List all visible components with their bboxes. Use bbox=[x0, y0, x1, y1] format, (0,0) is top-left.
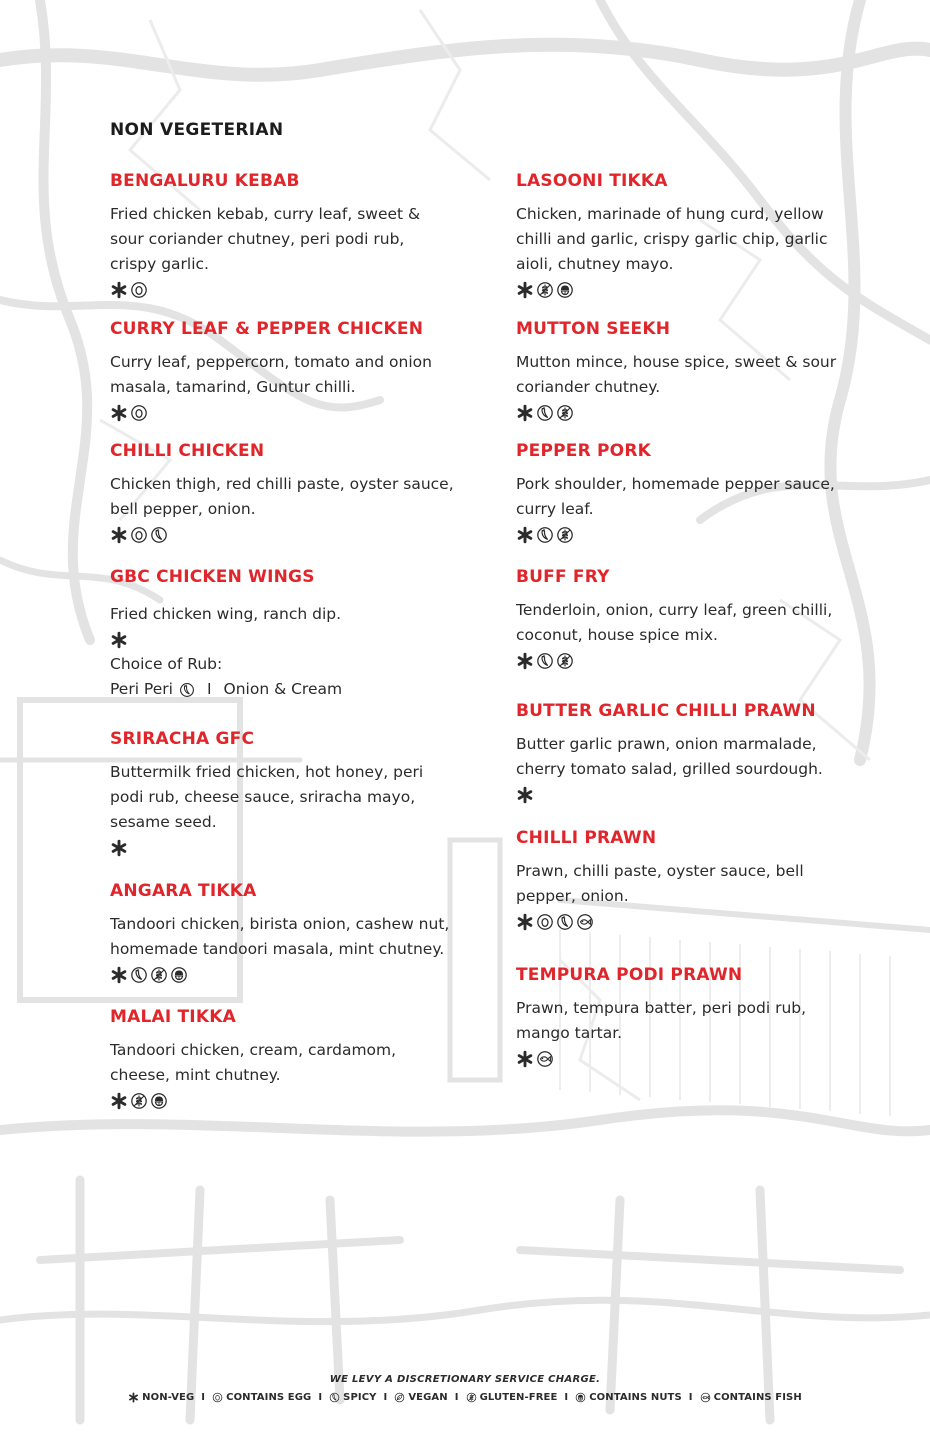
dietary-icons bbox=[110, 401, 462, 425]
description-line: Chicken thigh, red chilli paste, oyster sauce, bbox=[110, 475, 454, 493]
nuts-icon bbox=[170, 966, 188, 984]
description-line: homemade tandoori masala, mint chutney. bbox=[110, 940, 445, 958]
description-line: Pork shoulder, homemade pepper sauce, bbox=[516, 475, 835, 493]
description-line: curry leaf. bbox=[516, 500, 594, 518]
item-name: BUTTER GARLIC CHILLI PRAWN bbox=[516, 701, 816, 721]
item-name: MUTTON SEEKH bbox=[516, 319, 671, 339]
dietary-icons bbox=[110, 1089, 462, 1113]
description-line: Tenderloin, onion, curry leaf, green chilli, bbox=[516, 601, 833, 619]
menu-item-pepper-pork bbox=[516, 440, 856, 547]
egg-icon bbox=[130, 281, 148, 299]
service-charge-note: WE LEVY A DISCRETIONARY SERVICE CHARGE. bbox=[329, 1374, 601, 1385]
spicy-icon bbox=[130, 966, 148, 984]
menu-item-malai-tikka bbox=[110, 1006, 462, 1113]
item-description bbox=[110, 350, 462, 400]
item-description bbox=[516, 859, 856, 909]
menu-item-buff-fry bbox=[516, 566, 856, 673]
item-description bbox=[516, 202, 856, 277]
rub-choice-title: Choice of Rub: bbox=[110, 655, 223, 673]
rub-separator: I bbox=[206, 680, 212, 698]
item-description bbox=[516, 472, 856, 522]
description-line: aioli, chutney mayo. bbox=[516, 255, 674, 273]
gluten-free-icon bbox=[556, 404, 574, 422]
item-name: MALAI TIKKA bbox=[110, 1007, 236, 1027]
spicy-icon bbox=[179, 682, 195, 698]
item-name: CHILLI PRAWN bbox=[516, 828, 657, 848]
legend-item bbox=[394, 1392, 447, 1403]
rub-option-peri-peri: Peri Peri bbox=[110, 680, 173, 698]
dietary-icons bbox=[110, 628, 462, 652]
dietary-icons bbox=[110, 963, 462, 987]
non-veg-icon bbox=[110, 966, 128, 984]
non-veg-icon bbox=[516, 786, 534, 804]
menu-item-chilli-prawn bbox=[516, 827, 856, 934]
description-line: sesame seed. bbox=[110, 813, 217, 831]
description-line: podi rub, cheese sauce, sriracha mayo, bbox=[110, 788, 416, 806]
item-name: LASOONI TIKKA bbox=[516, 171, 668, 191]
spicy-icon bbox=[536, 652, 554, 670]
non-veg-icon bbox=[110, 631, 128, 649]
item-name: PEPPER PORK bbox=[516, 441, 651, 461]
legend-item bbox=[329, 1392, 376, 1403]
rub-options bbox=[110, 677, 462, 702]
description-line: cherry tomato salad, grilled sourdough. bbox=[516, 760, 823, 778]
dietary-icons bbox=[516, 278, 856, 302]
description-line: Tandoori chicken, birista onion, cashew nut, bbox=[110, 915, 450, 933]
non-veg-icon bbox=[516, 281, 534, 299]
item-description bbox=[516, 732, 856, 782]
spicy-icon bbox=[536, 404, 554, 422]
item-description bbox=[516, 598, 856, 648]
nuts-icon bbox=[556, 281, 574, 299]
menu-item-butter-garlic-chilli-prawn bbox=[516, 700, 856, 807]
non-veg-icon bbox=[516, 913, 534, 931]
description-line: coriander chutney. bbox=[516, 378, 661, 396]
nuts-icon bbox=[150, 1092, 168, 1110]
non-veg-icon bbox=[110, 839, 128, 857]
item-description bbox=[516, 996, 856, 1046]
legend-separator: I bbox=[201, 1392, 206, 1403]
egg-icon bbox=[536, 913, 554, 931]
description-line: Prawn, chilli paste, oyster sauce, bell bbox=[516, 862, 804, 880]
description-line: Mutton mince, house spice, sweet & sour bbox=[516, 353, 837, 371]
menu-item-curry-leaf-pepper-chicken bbox=[110, 318, 462, 425]
item-name: CHILLI CHICKEN bbox=[110, 441, 265, 461]
description-line: Buttermilk fried chicken, hot honey, peri bbox=[110, 763, 424, 781]
vegan-icon bbox=[394, 1392, 405, 1403]
non-veg-icon bbox=[110, 1092, 128, 1110]
legend-label: CONTAINS EGG bbox=[226, 1392, 312, 1403]
gluten-free-icon bbox=[536, 281, 554, 299]
description-line: chilli and garlic, crispy garlic chip, garlic bbox=[516, 230, 828, 248]
spicy-icon bbox=[150, 526, 168, 544]
non-veg-icon bbox=[516, 526, 534, 544]
legend-separator: I bbox=[564, 1392, 569, 1403]
nuts-icon bbox=[575, 1392, 586, 1403]
non-veg-icon bbox=[128, 1392, 139, 1403]
legend-item bbox=[128, 1392, 194, 1403]
non-veg-icon bbox=[516, 404, 534, 422]
description-line: Prawn, tempura batter, peri podi rub, bbox=[516, 999, 807, 1017]
menu-item-lasooni-tikka bbox=[516, 170, 856, 302]
gluten-free-icon bbox=[556, 526, 574, 544]
section-title: NON VEGETERIAN bbox=[110, 120, 284, 140]
menu-item-gbc-chicken-wings bbox=[110, 566, 462, 702]
item-description bbox=[516, 350, 856, 400]
dietary-icons bbox=[516, 1047, 856, 1071]
item-name: GBC CHICKEN WINGS bbox=[110, 567, 315, 587]
fish-icon bbox=[700, 1392, 711, 1403]
legend-label: CONTAINS NUTS bbox=[589, 1392, 682, 1403]
legend-label: SPICY bbox=[343, 1392, 377, 1403]
description-line: Butter garlic prawn, onion marmalade, bbox=[516, 735, 817, 753]
non-veg-icon bbox=[516, 652, 534, 670]
gluten-free-icon bbox=[556, 652, 574, 670]
item-description bbox=[110, 472, 462, 522]
dietary-icons bbox=[110, 523, 462, 547]
item-description bbox=[110, 760, 462, 835]
item-description bbox=[110, 602, 462, 627]
description-line: crispy garlic. bbox=[110, 255, 209, 273]
legend-item bbox=[700, 1392, 802, 1403]
gluten-free-icon bbox=[150, 966, 168, 984]
menu-item-sriracha-gfc bbox=[110, 728, 462, 860]
dietary-icons bbox=[516, 523, 856, 547]
dietary-icons bbox=[516, 783, 856, 807]
description-line: Fried chicken kebab, curry leaf, sweet & bbox=[110, 205, 421, 223]
dietary-icons bbox=[516, 649, 856, 673]
non-veg-icon bbox=[110, 404, 128, 422]
item-name: BENGALURU KEBAB bbox=[110, 171, 300, 191]
item-description bbox=[110, 1038, 462, 1088]
legend-label: CONTAINS FISH bbox=[713, 1392, 802, 1403]
legend-separator: I bbox=[688, 1392, 693, 1403]
legend-separator: I bbox=[454, 1392, 459, 1403]
dietary-icons bbox=[110, 836, 462, 860]
dietary-icons bbox=[516, 401, 856, 425]
spicy-icon bbox=[536, 526, 554, 544]
legend-label: NON-VEG bbox=[142, 1392, 195, 1403]
non-veg-icon bbox=[110, 526, 128, 544]
legend-item bbox=[466, 1392, 558, 1403]
spicy-icon bbox=[556, 913, 574, 931]
description-line: Curry leaf, peppercorn, tomato and onion bbox=[110, 353, 432, 371]
rub-option-onion-cream: Onion & Cream bbox=[223, 680, 343, 698]
item-name: CURRY LEAF & PEPPER CHICKEN bbox=[110, 319, 424, 339]
description-line: Fried chicken wing, ranch dip. bbox=[110, 605, 342, 623]
gluten-free-icon bbox=[466, 1392, 477, 1403]
non-veg-icon bbox=[110, 281, 128, 299]
menu-item-angara-tikka bbox=[110, 880, 462, 987]
item-name: TEMPURA PODI PRAWN bbox=[516, 965, 743, 985]
menu-item-bengaluru-kebab bbox=[110, 170, 462, 302]
fish-icon bbox=[576, 913, 594, 931]
item-name: BUFF FRY bbox=[516, 567, 610, 587]
description-line: mango tartar. bbox=[516, 1024, 623, 1042]
menu-item-mutton-seekh bbox=[516, 318, 856, 425]
dietary-icons bbox=[516, 910, 856, 934]
item-name: ANGARA TIKKA bbox=[110, 881, 257, 901]
description-line: coconut, house spice mix. bbox=[516, 626, 718, 644]
non-veg-icon bbox=[516, 1050, 534, 1068]
egg-icon bbox=[130, 526, 148, 544]
gluten-free-icon bbox=[130, 1092, 148, 1110]
description-line: cheese, mint chutney. bbox=[110, 1066, 281, 1084]
description-line: masala, tamarind, Guntur chilli. bbox=[110, 378, 356, 396]
legend-item bbox=[212, 1392, 311, 1403]
description-line: sour coriander chutney, peri podi rub, bbox=[110, 230, 405, 248]
description-line: Chicken, marinade of hung curd, yellow bbox=[516, 205, 824, 223]
legend-item bbox=[575, 1392, 682, 1403]
dietary-legend bbox=[0, 1392, 930, 1403]
description-line: Tandoori chicken, cream, cardamom, bbox=[110, 1041, 397, 1059]
fish-icon bbox=[536, 1050, 554, 1068]
item-description bbox=[110, 912, 462, 962]
legend-separator: I bbox=[383, 1392, 388, 1403]
spicy-icon bbox=[329, 1392, 340, 1403]
legend-label: GLUTEN-FREE bbox=[479, 1392, 558, 1403]
item-description bbox=[110, 202, 462, 277]
description-line: bell pepper, onion. bbox=[110, 500, 256, 518]
legend-separator: I bbox=[318, 1392, 323, 1403]
egg-icon bbox=[130, 404, 148, 422]
legend-label: VEGAN bbox=[408, 1392, 448, 1403]
menu-item-tempura-podi-prawn bbox=[516, 964, 856, 1071]
item-name: SRIRACHA GFC bbox=[110, 729, 255, 749]
description-line: pepper, onion. bbox=[516, 887, 629, 905]
dietary-icons bbox=[110, 278, 462, 302]
menu-item-chilli-chicken bbox=[110, 440, 462, 547]
egg-icon bbox=[212, 1392, 223, 1403]
